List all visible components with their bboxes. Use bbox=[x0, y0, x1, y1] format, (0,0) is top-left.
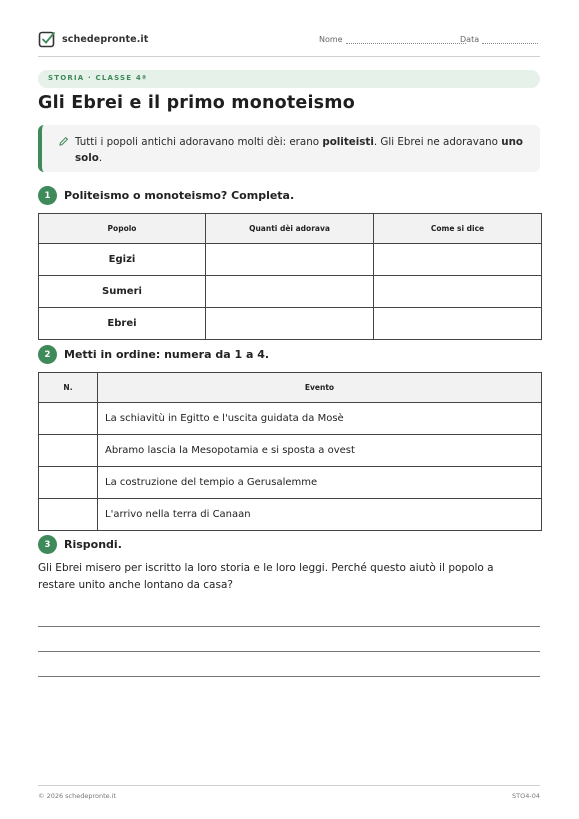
section-2-number: 2 bbox=[38, 345, 57, 364]
category-label: STORIA · CLASSE 4ª bbox=[48, 74, 148, 82]
number-cell[interactable] bbox=[39, 467, 98, 499]
table-row bbox=[39, 244, 542, 276]
section-2-title: Metti in ordine: numera da 1 a 4. bbox=[64, 348, 270, 361]
section-2-header bbox=[38, 345, 269, 364]
answer-line[interactable] bbox=[38, 651, 540, 652]
answer-line[interactable] bbox=[38, 676, 540, 677]
date-label: Data bbox=[460, 35, 480, 44]
section-1-title: Politeismo o monoteismo? Completa. bbox=[64, 189, 295, 202]
site-name: schedepronte.it bbox=[62, 33, 149, 45]
info-note bbox=[38, 125, 540, 172]
category-badge bbox=[38, 70, 540, 88]
table-row bbox=[39, 499, 542, 531]
bold-politeisti: politeisti bbox=[322, 136, 374, 148]
event-text: Abramo lascia la Mesopotamia e si sposta a ovest bbox=[98, 435, 542, 467]
row-label: Ebrei bbox=[39, 308, 206, 340]
name-label: Nome bbox=[319, 35, 343, 44]
bold-uno-solo: uno solo bbox=[75, 136, 523, 164]
number-cell[interactable] bbox=[39, 499, 98, 531]
note-text: Tutti i popoli antichi adoravano molti dèi: erano politeisti. Gli Ebrei ne adoravano uno solo. bbox=[75, 136, 523, 164]
table-row bbox=[39, 467, 542, 499]
table-header-row bbox=[39, 214, 542, 244]
answer-line[interactable] bbox=[38, 626, 540, 627]
table-popoli bbox=[38, 213, 542, 340]
col-popolo: Popolo bbox=[39, 214, 206, 244]
answer-cell[interactable] bbox=[374, 276, 542, 308]
answer-cell[interactable] bbox=[206, 244, 374, 276]
event-text: L'arrivo nella terra di Canaan bbox=[98, 499, 542, 531]
number-cell[interactable] bbox=[39, 435, 98, 467]
col-come-si-dice: Come si dice bbox=[374, 214, 542, 244]
event-text: La schiavitù in Egitto e l'uscita guidata da Mosè bbox=[98, 403, 542, 435]
table-row bbox=[39, 308, 542, 340]
table-header-row bbox=[39, 373, 542, 403]
name-field[interactable] bbox=[319, 35, 466, 44]
table-row bbox=[39, 435, 542, 467]
date-field[interactable] bbox=[460, 35, 538, 44]
section-1-header bbox=[38, 186, 294, 205]
table-eventi bbox=[38, 372, 542, 531]
col-numero: N. bbox=[39, 373, 98, 403]
event-text: La costruzione del tempio a Gerusalemme bbox=[98, 467, 542, 499]
page-header bbox=[38, 28, 540, 57]
copyright: © 2026 schedepronte.it bbox=[38, 792, 117, 800]
page-footer bbox=[38, 785, 540, 800]
row-label: Egizi bbox=[39, 244, 206, 276]
number-cell[interactable] bbox=[39, 403, 98, 435]
page-title: Gli Ebrei e il primo monoteismo bbox=[38, 93, 355, 113]
name-line bbox=[346, 36, 466, 44]
sheet-code: STO4-04 bbox=[512, 792, 540, 800]
checkbox-logo-icon bbox=[38, 30, 56, 48]
table-row bbox=[39, 403, 542, 435]
section-3-number: 3 bbox=[38, 535, 57, 554]
question-text: Gli Ebrei misero per iscritto la loro storia e le loro leggi. Perché questo aiutò il popolo a restare unito anche lontano da casa? bbox=[38, 562, 494, 591]
section-3-header bbox=[38, 535, 122, 554]
section-1-number: 1 bbox=[38, 186, 57, 205]
date-line bbox=[482, 36, 538, 44]
row-label: Sumeri bbox=[39, 276, 206, 308]
col-quanti-dei: Quanti dèi adorava bbox=[206, 214, 374, 244]
col-evento: Evento bbox=[98, 373, 542, 403]
answer-cell[interactable] bbox=[374, 244, 542, 276]
table-row bbox=[39, 276, 542, 308]
site-logo bbox=[38, 30, 148, 48]
answer-cell[interactable] bbox=[374, 308, 542, 340]
answer-cell[interactable] bbox=[206, 308, 374, 340]
pencil-icon bbox=[58, 136, 69, 147]
answer-cell[interactable] bbox=[206, 276, 374, 308]
section-3-title: Rispondi. bbox=[64, 538, 122, 551]
